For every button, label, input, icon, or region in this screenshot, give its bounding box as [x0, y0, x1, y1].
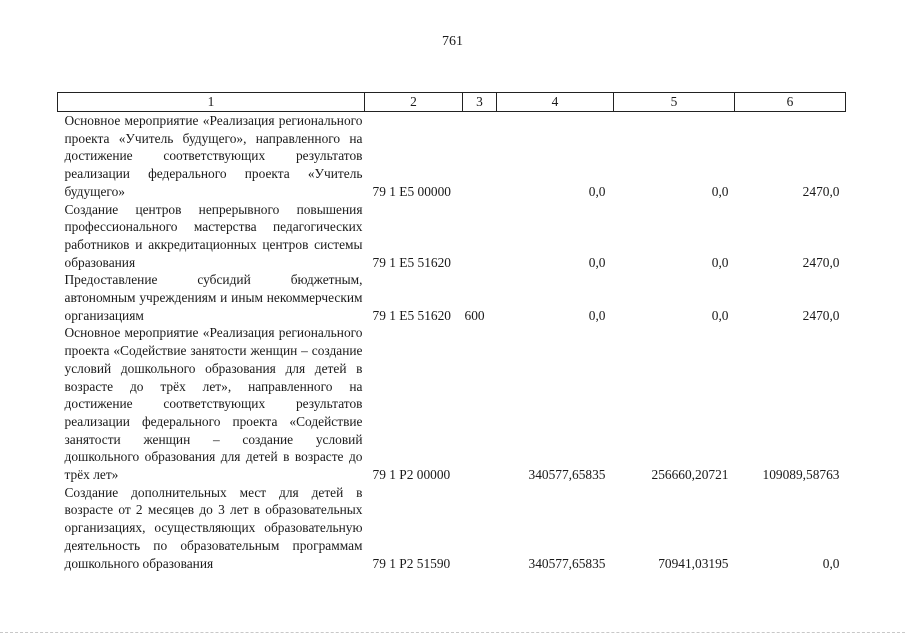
row-target-code: 79 1 E5 51620 — [372, 254, 451, 270]
row-expense-type — [463, 112, 497, 201]
row-target-code: 79 1 P2 00000 — [372, 467, 451, 483]
column-header-6: 6 — [735, 93, 846, 112]
row-value-col5: 0,0 — [711, 307, 729, 323]
row-value-col5: 70941,03195 — [658, 555, 729, 571]
row-value-col4: 340577,65835 — [528, 467, 606, 483]
row-expense-type: 600 — [464, 307, 485, 323]
table-row — [58, 271, 846, 324]
column-header-2: 2 — [365, 93, 463, 112]
column-header-4: 4 — [497, 93, 614, 112]
row-value-col6: 109089,58763 — [762, 467, 840, 483]
row-value-col6: 2470,0 — [802, 307, 840, 323]
table-row — [58, 324, 846, 483]
page-number: 761 — [442, 34, 463, 49]
row-expense-type — [463, 201, 497, 272]
row-value-col4: 0,0 — [588, 307, 606, 323]
row-target-code: 79 1 P2 51590 — [372, 555, 451, 571]
budget-table — [57, 92, 846, 572]
table-row — [58, 112, 846, 201]
row-expense-type — [463, 484, 497, 573]
row-value-col6: 2470,0 — [802, 254, 840, 270]
row-target-code: 79 1 E5 51620 — [372, 307, 451, 323]
row-name: Создание дополнительных мест для детей в возрасте от 2 месяцев до 3 лет в образовательных организациях, осуществляющих образовательную деятельность по образовательным программам дошкольного образования — [64, 484, 363, 571]
row-name: Создание центров непрерывного повышения профессионального мастерства педагогических работников и аккредитационных центров системы образования — [64, 201, 363, 270]
row-value-col4: 340577,65835 — [528, 555, 606, 571]
column-header-1: 1 — [58, 93, 365, 112]
row-name: Основное мероприятие «Реализация регионального проекта «Учитель будущего», направленного на достижение соответствующих результатов реализации федерального проекта «Учитель будущего» — [64, 113, 363, 199]
row-value-col6: 2470,0 — [802, 183, 840, 199]
column-header-3: 3 — [463, 93, 497, 112]
row-value-col4: 0,0 — [588, 183, 606, 199]
column-header-5: 5 — [614, 93, 735, 112]
row-name: Предоставление субсидий бюджетным, автономным учреждениям и иным некоммерческим организациям — [64, 272, 363, 323]
row-target-code: 79 1 E5 00000 — [372, 183, 451, 199]
column-number-header-row — [58, 93, 846, 112]
table-row — [58, 201, 846, 272]
table-row — [58, 484, 846, 573]
row-value-col6: 0,0 — [822, 555, 840, 571]
row-value-col5: 0,0 — [711, 183, 729, 199]
row-expense-type — [463, 324, 497, 483]
scan-edge-line — [0, 632, 905, 635]
row-value-col4: 0,0 — [588, 254, 606, 270]
row-name: Основное мероприятие «Реализация регионального проекта «Содействие занятости женщин – создание условий дошкольного образования для детей в возрасте до трёх лет», направленного на достижение соответствующих результатов реализации федерального проекта «Содействие занятости женщин – создание условий дошкольного образования для детей в возрасте до трёх лет» — [64, 325, 363, 483]
row-value-col5: 0,0 — [711, 254, 729, 270]
row-value-col5: 256660,20721 — [651, 467, 729, 483]
